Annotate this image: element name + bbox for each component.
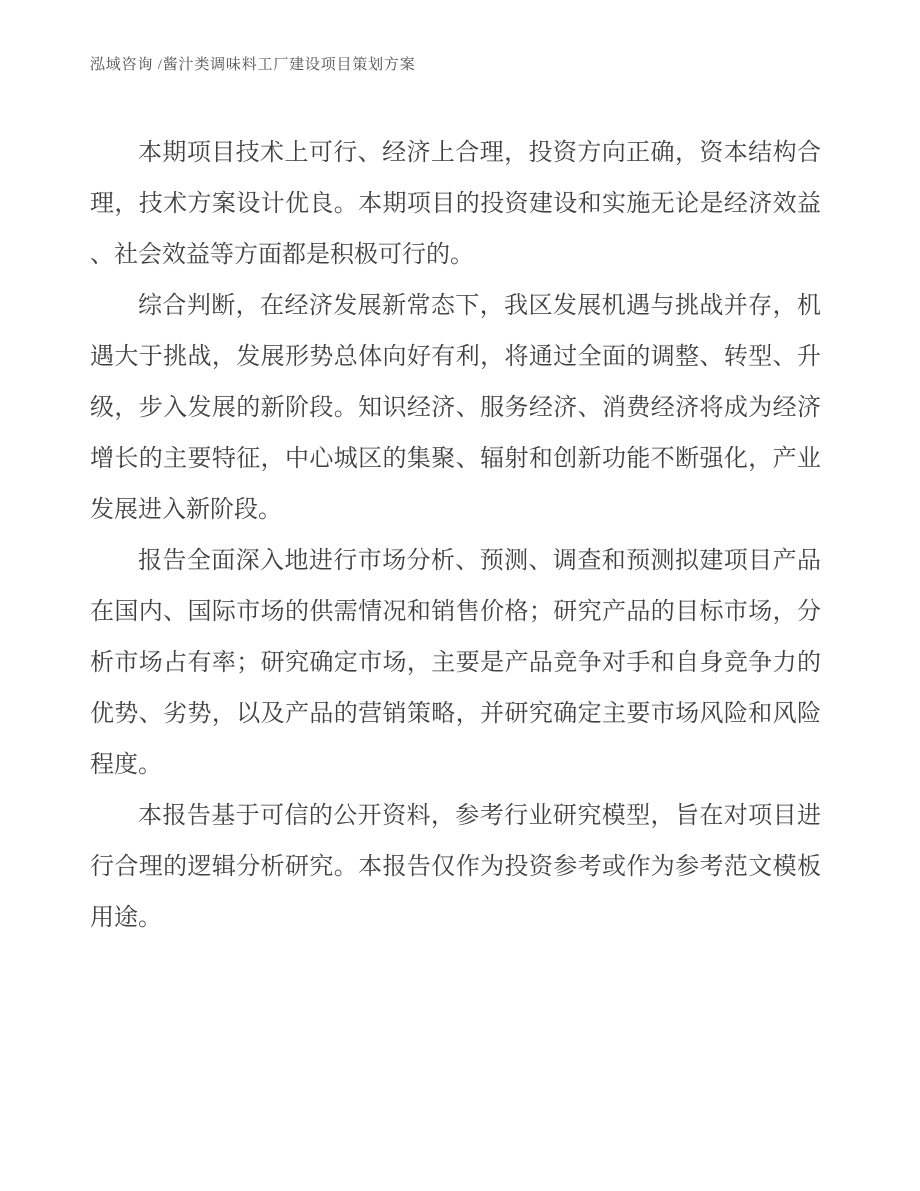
paragraph: 报告全面深入地进行市场分析、预测、调查和预测拟建项目产品在国内、国际市场的供需情况和销售价格；研究产品的目标市场，分析市场占有率；研究确定市场，主要是产品竞争对手和自身竞争力的优势、劣势，以及产品的营销策略，并研究确定主要市场风险和风险程度。 xyxy=(90,548,821,778)
page-header: 泓域咨询 /酱汁类调味料工厂建设项目策划方案 xyxy=(90,57,416,73)
paragraph: 本期项目技术上可行、经济上合理，投资方向正确，资本结构合理，技术方案设计优良。本期项目的投资建设和实施无论是经济效益、社会效益等方面都是积极可行的。 xyxy=(90,140,821,268)
document-body xyxy=(90,128,821,944)
paragraph: 综合判断，在经济发展新常态下，我区发展机遇与挑战并存，机遇大于挑战，发展形势总体向好有利，将通过全面的调整、转型、升级，步入发展的新阶段。知识经济、服务经济、消费经济将成为经济增长的主要特征，中心城区的集聚、辐射和创新功能不断强化，产业发展进入新阶段。 xyxy=(90,293,821,523)
paragraph: 本报告基于可信的公开资料，参考行业研究模型，旨在对项目进行合理的逻辑分析研究。本报告仅作为投资参考或作为参考范文模板用途。 xyxy=(90,803,821,931)
